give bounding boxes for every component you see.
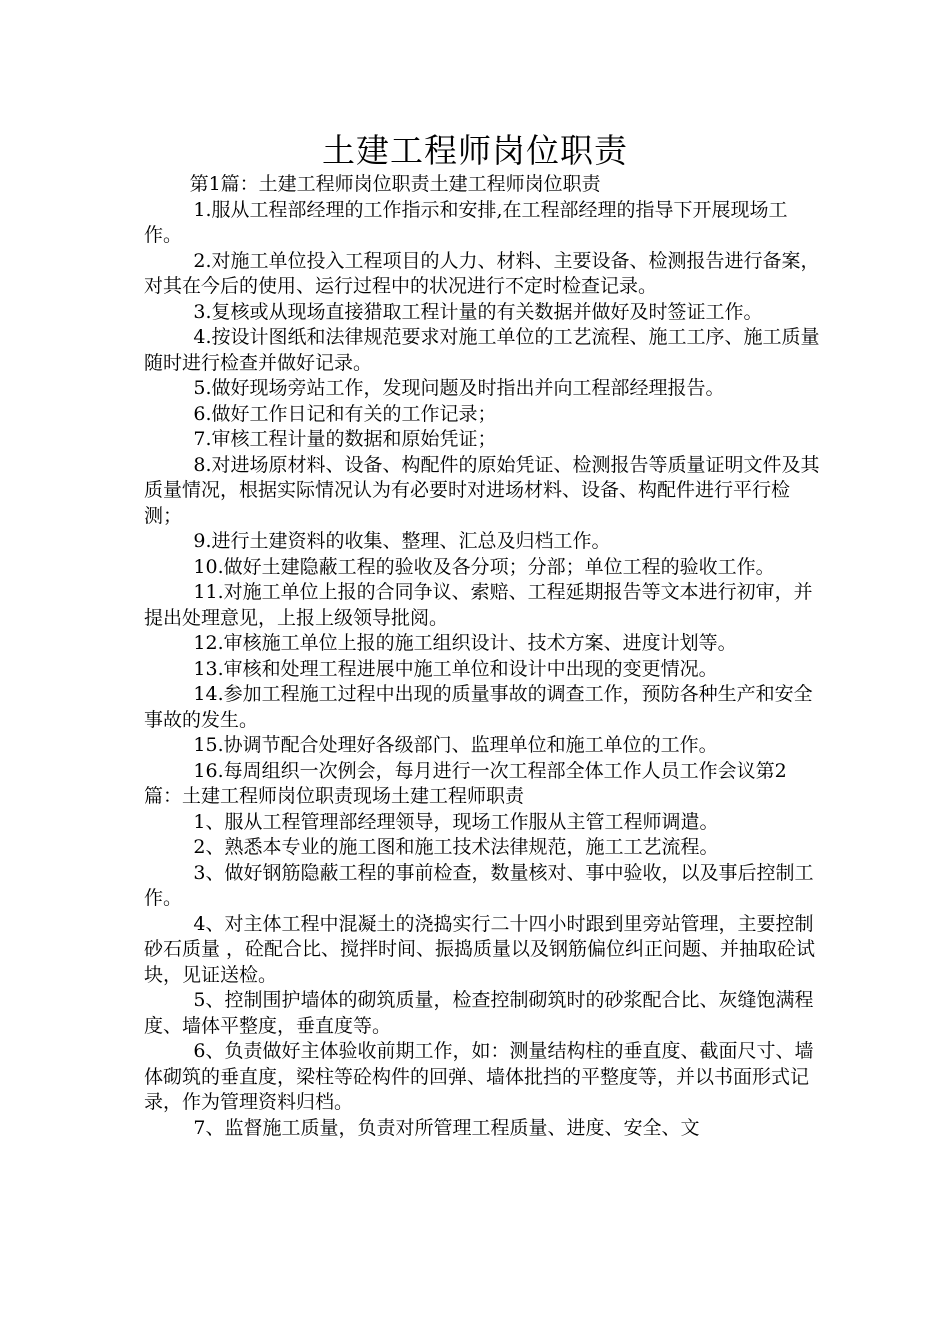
duty-item: 1、服从工程管理部经理领导，现场工作服从主管工程师调遣。: [193, 810, 719, 833]
duty-item: 2、熟悉本专业的施工图和施工技术法律规范，施工工艺流程。: [193, 836, 719, 858]
duty-item: 6.做好工作日记和有关的工作记录；: [193, 402, 497, 425]
document-body: [144, 172, 824, 1141]
duty-item: 4、对主体工程中混凝土的浇捣实行二十四小时跟到里旁站管理，主要控制砂石质量 ，砼配合比、搅拌时间、振捣质量以及钢筋偏位纠正问题、并抽取砼试块，见证送检。: [144, 912, 816, 986]
duty-item: 5.做好现场旁站工作，发现问题及时指出并向工程部经理报告。: [193, 377, 725, 399]
duty-item: 15.协调节配合处理好各级部门、监理单位和施工单位的工作。: [193, 734, 718, 756]
duty-item: 12.审核施工单位上报的施工组织设计、技术方案、进度计划等。: [193, 632, 737, 654]
duty-item: 2.对施工单位投入工程项目的人力、材料、主要设备、检测报告进行备案，对其在今后的使用、运行过程中的状况进行不定时检查记录。: [144, 249, 820, 297]
document-title: 土建工程师岗位职责: [322, 131, 628, 170]
section-heading: 第1篇：土建工程师岗位职责土建工程师岗位职责: [189, 173, 601, 195]
duty-item: 4.按设计图纸和法律规范要求对施工单位的工艺流程、施工工序、施工质量随时进行检查并做好记录。: [144, 326, 820, 374]
duty-item: 16.每周组织一次例会，每月进行一次工程部全体工作人员工作会议第2篇：土建工程师岗位职责现场土建工程师职责: [144, 759, 787, 807]
duty-item: 9.进行土建资料的收集、整理、汇总及归档工作。: [193, 530, 611, 552]
duty-item: 11.对施工单位上报的合同争议、索赔、工程延期报告等文本进行初审，并提出处理意见，上报上级领导批阅。: [144, 581, 813, 629]
duty-item: 1.服从工程部经理的工作指示和安排,在工程部经理的指导下开展现场工作。: [144, 198, 788, 246]
duty-item: 6、负责做好主体验收前期工作，如：测量结构柱的垂直度、截面尺寸、墙体砌筑的垂直度，梁柱等砼构件的回弹、墙体批挡的平整度等，并以书面形式记录，作为管理资料归档。: [144, 1040, 814, 1113]
duty-item: 10.做好土建隐蔽工程的验收及各分项；分部；单位工程的验收工作。: [193, 555, 775, 578]
duty-item: 7.审核工程计量的数据和原始凭证；: [193, 428, 497, 450]
duty-item: 5、控制围护墙体的砌筑质量，检查控制砌筑时的砂浆配合比、灰缝饱满程度、墙体平整度，垂直度等。: [144, 989, 814, 1037]
duty-item: 3.复核或从现场直接猎取工程计量的有关数据并做好及时签证工作。: [193, 300, 763, 323]
duty-item: 7、监督施工质量，负责对所管理工程质量、进度、安全、文: [193, 1116, 700, 1139]
duty-item: 3、做好钢筋隐蔽工程的事前检查，数量核对、事中验收，以及事后控制工作。: [144, 861, 814, 909]
duty-item: 13.审核和处理工程进展中施工单位和设计中出现的变更情况。: [193, 657, 718, 680]
duty-item: 8.对进场原材料、设备、构配件的原始凭证、检测报告等质量证明文件及其质量情况，根据实际情况认为有必要时对进场材料、设备、构配件进行平行检测；: [144, 453, 820, 527]
duty-item: 14.参加工程施工过程中出现的质量事故的调查工作，预防各种生产和安全事故的发生。: [144, 683, 813, 731]
